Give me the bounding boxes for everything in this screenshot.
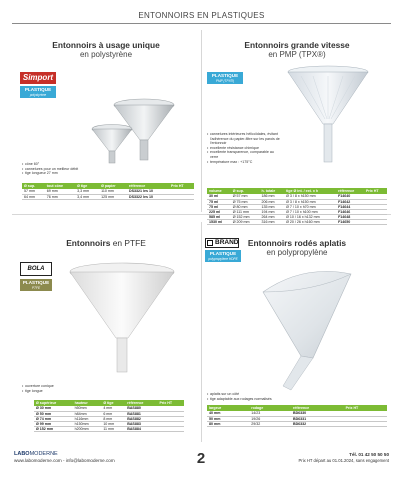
table-cell xyxy=(344,421,387,426)
feature-item: • cannelures pour un meilleur débit xyxy=(22,167,172,172)
panel-ptfe xyxy=(12,238,200,443)
table-cell: 14/23 xyxy=(249,411,291,416)
panel-subtitle: en polypropylène xyxy=(266,248,328,257)
table-cell: h200mm xyxy=(73,426,102,431)
page-number: 2 xyxy=(196,450,206,467)
disposable-funnels-illustration xyxy=(82,95,182,165)
table-cell: Ø 74 mm xyxy=(34,416,73,421)
panel-title: Entonnoirs grande vitesse xyxy=(244,40,350,50)
table-row xyxy=(22,194,194,199)
table-cell: BD6332 xyxy=(291,421,344,426)
footer-phone: Tél. 01 42 50 50 50 xyxy=(349,452,389,457)
col-header: référence xyxy=(125,400,157,406)
col-header: référence xyxy=(127,183,169,189)
col-header: hauteur xyxy=(73,400,102,406)
feature-list xyxy=(22,162,172,176)
tag-material: polystyrène xyxy=(29,93,47,97)
table-cell: 125 mm xyxy=(99,194,127,199)
table-cell: h50mm xyxy=(73,406,102,411)
brand-logo xyxy=(205,238,239,248)
tag-material: PMP (TPX®) xyxy=(215,79,235,83)
col-header: Ø sup. xyxy=(22,183,45,189)
brand-mark-icon xyxy=(207,240,213,246)
table-cell: Ø 80 mm xyxy=(231,204,260,209)
feature-item: • excellente transparence, comparable au verre xyxy=(207,150,283,159)
col-header: référence xyxy=(291,405,344,411)
table-cell: Ø 10 / 16 x h132 mm xyxy=(284,214,336,219)
col-header: largeur xyxy=(207,405,249,411)
table-cell: 110 mm xyxy=(99,189,127,194)
table-cell: DS3322 les 10 xyxy=(127,194,169,199)
col-header: rodage xyxy=(249,405,291,411)
table-cell: 264 mm xyxy=(260,214,285,219)
simport-logo: Simport xyxy=(20,72,56,84)
tag-label: PLASTIQUE xyxy=(211,73,239,78)
table-cell: Ø 3 / 8 x h150 mm xyxy=(284,199,336,204)
tag-material: PTFE xyxy=(31,286,41,290)
table-cell: Ø 7 / 10 x h70 mm xyxy=(284,204,336,209)
table-cell: BAS881 xyxy=(125,411,157,416)
col-header: Ø tige xyxy=(101,400,125,406)
tag-material: polypropylène HDPE xyxy=(208,257,238,261)
feature-list xyxy=(22,384,172,393)
table-cell: Ø 30 mm xyxy=(34,406,73,411)
col-header: référence xyxy=(336,188,364,194)
footer-contact: www.labomoderne.com - info@labomoderne.com xyxy=(14,457,115,463)
table-cell: F14642 xyxy=(336,199,364,204)
table-cell: BAS880 xyxy=(125,406,157,411)
table-cell: Ø 20 / 26 x h160 mm xyxy=(284,219,336,224)
table-cell: 194 mm xyxy=(260,209,285,214)
table-cell: 75 ml xyxy=(207,199,231,204)
table-cell: Ø 111 mm xyxy=(231,209,260,214)
panel-title xyxy=(12,238,200,248)
table-cell: 4 mm xyxy=(101,406,125,411)
table-cell: 6 mm xyxy=(101,411,125,416)
footer-brand-rest: MODERNE xyxy=(29,451,58,457)
footer-right xyxy=(299,452,389,463)
tag-label: PLASTIQUE xyxy=(22,280,50,285)
table-cell: 40 mm xyxy=(207,411,249,416)
plastique-tag xyxy=(207,72,243,84)
table-cell: BAS884 xyxy=(125,426,157,431)
tag-label: PLASTIQUE xyxy=(24,87,52,92)
col-header: Ø sup. xyxy=(231,188,260,194)
feature-item: • aplatis sur un côté xyxy=(207,392,357,397)
table-cell: 64 mm xyxy=(22,194,45,199)
panel-aplatis xyxy=(203,238,391,443)
footer-note: Prix HT départ au 01.01.2024, sans engagement xyxy=(298,457,389,463)
column-divider-bottom xyxy=(201,222,202,442)
panel-usage-unique xyxy=(12,40,200,210)
table-cell: 50 mm xyxy=(207,416,249,421)
table-cell: h150mm xyxy=(73,421,102,426)
table-cell: Ø 152 mm xyxy=(34,426,73,431)
table-cell: 585 ml xyxy=(207,214,231,219)
table-cell xyxy=(157,426,184,431)
table-cell: 80 mm xyxy=(207,421,249,426)
feature-item: • tige longue xyxy=(22,389,172,394)
panel-grande-vitesse xyxy=(203,40,391,224)
table-cell: Ø 50 mm xyxy=(34,411,73,416)
feature-list xyxy=(207,132,283,164)
spec-table xyxy=(22,183,194,200)
table-cell: F14646 xyxy=(336,209,364,214)
plastique-tag xyxy=(205,250,241,262)
table-cell: BD6330 xyxy=(291,411,344,416)
col-header: tout cône xyxy=(45,183,75,189)
feature-item: • cannelures intérieures hélicoïdales, évitant l'adhérence du papier-filtre sur les parois de l'entonnoir xyxy=(207,132,283,146)
table-cell: 19/26 xyxy=(249,416,291,421)
feature-item: • ouverture conique xyxy=(22,384,172,389)
spec-table xyxy=(207,405,387,427)
feature-list xyxy=(207,392,357,401)
table-cell: F14650 xyxy=(336,219,364,224)
col-header: h. totale xyxy=(260,188,285,194)
high-speed-funnel-illustration xyxy=(283,64,373,164)
table-cell: 225 ml xyxy=(207,209,231,214)
footer-brand-bold: LABO xyxy=(14,451,30,457)
panel-subtitle: en polystyrène xyxy=(79,50,133,59)
col-header: Prix HT xyxy=(157,400,184,406)
col-header: Prix HT xyxy=(364,188,387,194)
feature-item: • tige adaptable aux rodages normalisés xyxy=(207,397,357,402)
panel-title: Entonnoirs rodés aplatis xyxy=(247,238,347,248)
flattened-funnel-illustration xyxy=(243,262,373,392)
table-cell: F14640 xyxy=(336,194,364,199)
table-cell: 10 mm xyxy=(101,421,125,426)
col-header: Ø supérieur xyxy=(34,400,73,406)
feature-item: • température max : +175°C xyxy=(207,160,283,165)
col-header: Ø papier xyxy=(99,183,127,189)
table-cell: h84mm xyxy=(73,411,102,416)
table-cell: 3,4 mm xyxy=(75,194,99,199)
feature-item: • cône 60° xyxy=(22,162,172,167)
table-cell: 57 mm xyxy=(22,189,45,194)
table-cell xyxy=(169,194,194,199)
spec-table xyxy=(207,188,387,225)
spec-table xyxy=(34,400,184,432)
table-row xyxy=(207,219,387,224)
table-cell: 8 mm xyxy=(101,416,125,421)
table-cell: Ø 99 mm xyxy=(34,421,73,426)
table-cell: 29/32 xyxy=(249,421,291,426)
plastique-tag xyxy=(20,279,52,291)
table-cell xyxy=(364,219,387,224)
table-cell: Ø 7 / 10 x h100 mm xyxy=(284,209,336,214)
table-cell: DS3321 les 10 xyxy=(127,189,169,194)
table-cell: Ø 75 mm xyxy=(231,199,260,204)
table-cell: 11 mm xyxy=(101,426,125,431)
page-header: ENTONNOIRS EN PLASTIQUES xyxy=(12,10,391,24)
col-header: Prix HT xyxy=(344,405,387,411)
table-cell: 135 mm xyxy=(260,204,285,209)
col-header: tige Ø int. / ext. x h xyxy=(284,188,336,194)
table-row xyxy=(34,426,184,431)
table-cell: Ø 152 mm xyxy=(231,214,260,219)
brand-logo-text: BRAND xyxy=(215,239,239,246)
ptfe-funnel-illustration xyxy=(62,260,182,375)
table-cell: h116mm xyxy=(73,416,102,421)
table-cell: 186 mm xyxy=(260,194,285,199)
table-cell: 30 ml xyxy=(207,194,231,199)
plastique-tag xyxy=(20,86,56,98)
tag-label: PLASTIQUE xyxy=(209,251,237,256)
feature-item: • tige longueur 27 mm xyxy=(22,171,172,176)
panel-title: Entonnoirs à usage unique xyxy=(52,40,160,50)
table-cell: 1530 ml xyxy=(207,219,231,224)
panel-title-bold: Entonnoirs xyxy=(66,238,111,248)
col-header: Ø tige xyxy=(75,183,99,189)
bola-logo: BOLA xyxy=(20,262,52,276)
table-cell: 316 mm xyxy=(260,219,285,224)
table-cell: 206 mm xyxy=(260,199,285,204)
table-cell: BAS882 xyxy=(125,416,157,421)
table-cell: 69 mm xyxy=(45,189,75,194)
column-divider-top xyxy=(201,30,202,212)
table-cell: 75 ml xyxy=(207,204,231,209)
feature-item: • excellente résistance chimique xyxy=(207,146,283,151)
col-header: volume xyxy=(207,188,231,194)
table-cell: Ø 3 / 8 x h150 mm xyxy=(284,194,336,199)
table-cell: BAS883 xyxy=(125,421,157,426)
table-cell: BD6331 xyxy=(291,416,344,421)
panel-subtitle: en PMP (TPX®) xyxy=(268,50,326,59)
table-cell: 76 mm xyxy=(45,194,75,199)
table-cell: Ø 209 mm xyxy=(231,219,260,224)
table-row xyxy=(207,421,387,426)
table-cell: 3,3 mm xyxy=(75,189,99,194)
table-cell: Ø 57 mm xyxy=(231,194,260,199)
panel-title-light: en PTFE xyxy=(112,238,146,248)
col-header: Prix HT xyxy=(169,183,194,189)
table-cell: F14648 xyxy=(336,214,364,219)
table-cell: F14644 xyxy=(336,204,364,209)
footer-left xyxy=(14,452,115,463)
